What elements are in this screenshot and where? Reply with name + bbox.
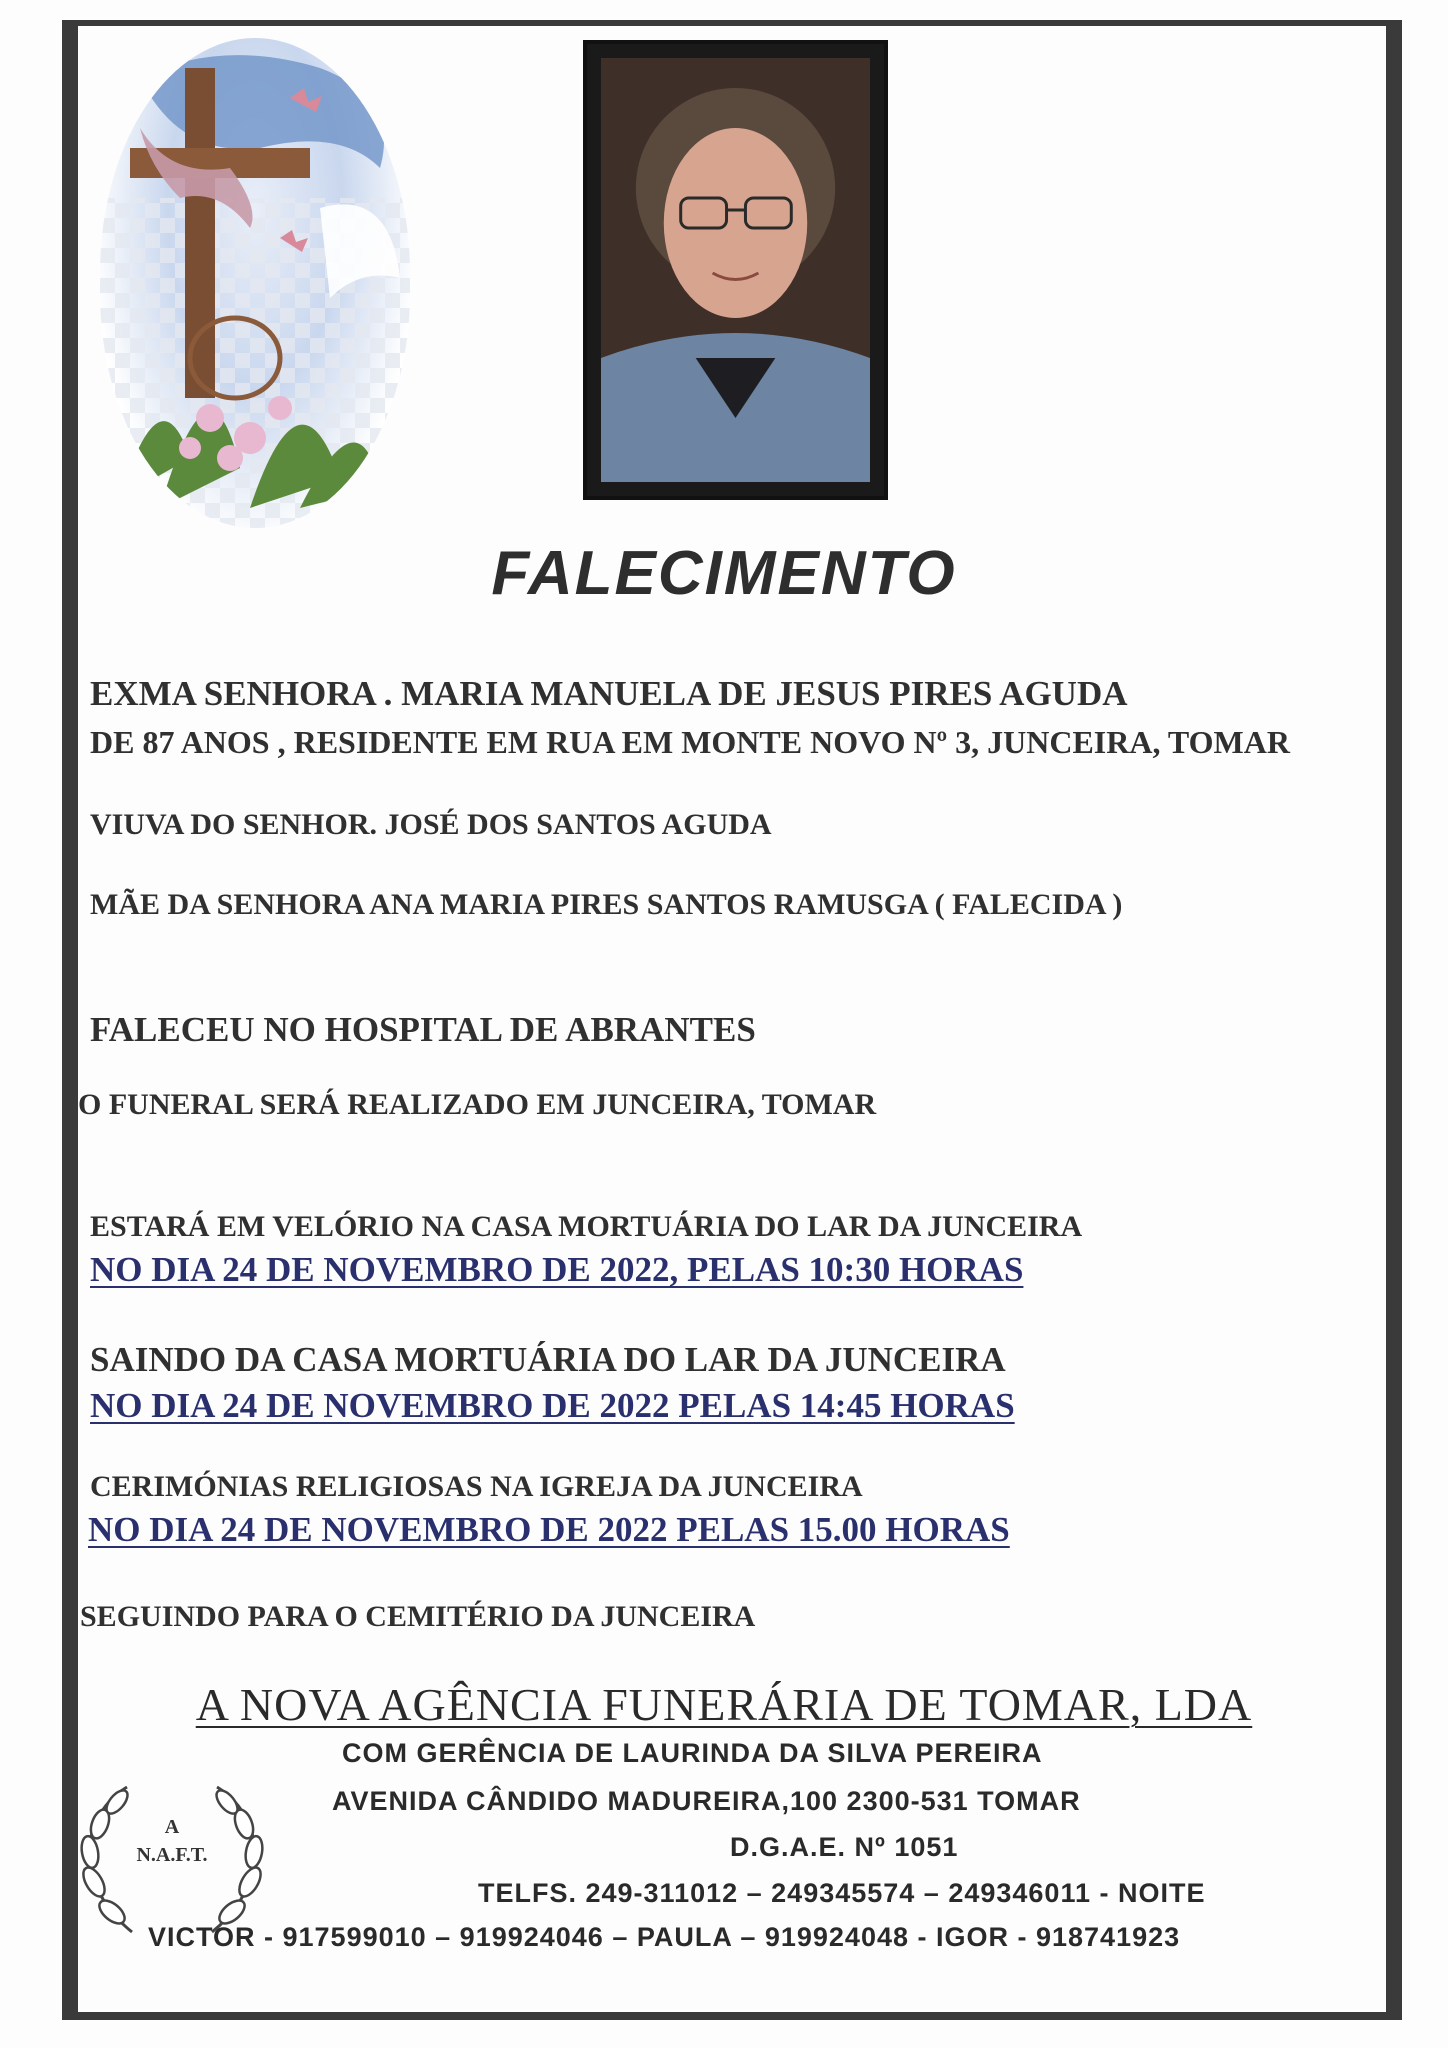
leaving-time-line: NO DIA 24 DE NOVEMBRO DE 2022 PELAS 14:45 HORAS bbox=[90, 1386, 1015, 1425]
page-title: FALECIMENTO bbox=[491, 539, 957, 608]
cemetery-line: SEGUINDO PARA O CEMITÉRIO DA JUNCEIRA bbox=[80, 1600, 756, 1633]
agency-dgae: D.G.A.E. Nº 1051 bbox=[730, 1832, 959, 1862]
funeral-place-line: O FUNERAL SERÁ REALIZADO EM JUNCEIRA, TOMAR bbox=[78, 1088, 877, 1121]
portrait-photo bbox=[583, 40, 888, 500]
agency-address: AVENIDA CÂNDIDO MADUREIRA,100 2300-531 TOMAR bbox=[332, 1786, 1081, 1816]
agency-management: COM GERÊNCIA DE LAURINDA DA SILVA PEREIRA bbox=[342, 1738, 1043, 1768]
ceremony-line: CERIMÓNIAS RELIGIOSAS NA IGREJA DA JUNCEIRA bbox=[90, 1470, 863, 1503]
agency-phones: TELFS. 249-311012 – 249345574 – 249346011 - NOITE bbox=[478, 1878, 1206, 1908]
widow-line: VIUVA DO SENHOR. JOSÉ DOS SANTOS AGUDA bbox=[90, 808, 772, 841]
deceased-name-line: EXMA SENHORA . MARIA MANUELA DE JESUS PIRES AGUDA bbox=[90, 674, 1128, 713]
leaving-line: SAINDO DA CASA MORTUÁRIA DO LAR DA JUNCEIRA bbox=[90, 1340, 1006, 1379]
age-residence-line: DE 87 ANOS , RESIDENTE EM RUA EM MONTE NOVO Nº 3, JUNCEIRA, TOMAR bbox=[90, 724, 1290, 760]
ceremony-time-line: NO DIA 24 DE NOVEMBRO DE 2022 PELAS 15.00 HORAS bbox=[88, 1510, 1010, 1549]
seal-letter: A bbox=[164, 1816, 180, 1838]
cross-illustration bbox=[100, 38, 410, 528]
mother-line: MÃE DA SENHORA ANA MARIA PIRES SANTOS RAMUSGA ( FALECIDA ) bbox=[90, 888, 1123, 921]
wake-line: ESTARÁ EM VELÓRIO NA CASA MORTUÁRIA DO LAR DA JUNCEIRA bbox=[90, 1210, 1083, 1243]
seal-text: N.A.F.T. bbox=[136, 1844, 208, 1866]
agency-name: A NOVA AGÊNCIA FUNERÁRIA DE TOMAR, LDA bbox=[195, 1679, 1253, 1730]
night-contacts: VICTOR - 917599010 – 919924046 – PAULA – 919924048 - IGOR - 918741923 bbox=[148, 1922, 1181, 1952]
death-place-line: FALECEU NO HOSPITAL DE ABRANTES bbox=[90, 1010, 756, 1049]
wake-time-line: NO DIA 24 DE NOVEMBRO DE 2022, PELAS 10:30 HORAS bbox=[90, 1250, 1024, 1289]
naft-seal bbox=[72, 1772, 272, 1942]
